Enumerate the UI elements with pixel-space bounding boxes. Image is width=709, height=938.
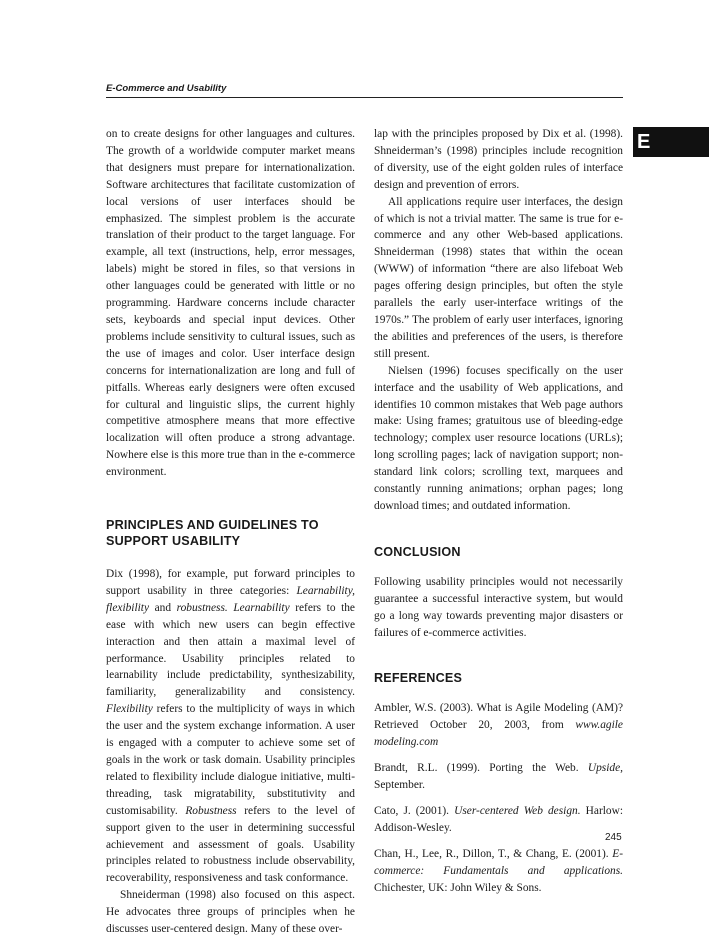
reference-italic: Upside,: [587, 762, 623, 775]
reference-item: [374, 760, 623, 794]
p2-learnability: Learnability: [233, 601, 290, 614]
left-column: [106, 126, 355, 938]
left-paragraph-3: Shneiderman (1998) also focused on this aspect. He advocates three groups of principles when he discusses user-centered design. Many of these over-: [106, 889, 355, 936]
p2-text-d: refers to the level of support given to the user in determining successful achievement and assessment of goals. Usability principles related to robustness include observability, recoverability, responsiveness and task conformance.: [106, 804, 356, 885]
p2-robustness: robustness.: [176, 601, 228, 614]
conclusion-text: Following usability principles would not necessarily guarantee a successful interactive system, but would go a long way towards preventing major disasters or failures of e-commerce activities.: [374, 575, 623, 639]
p2-robustness-2: Robustness: [185, 804, 237, 817]
reference-after: September.: [374, 779, 425, 792]
p2-text-c: refers to the multiplicity of ways in which the user and the system exchange information. A user is engaged with a computer to achieve some set of goals in the work or task domain. Usability principles related to flexibility include dialogue initiative, multi-threading, task migratability, substitutivity and customisability.: [106, 703, 355, 817]
right-column: [374, 126, 623, 906]
reference-text: Brandt, R.L. (1999). Porting the Web.: [374, 762, 588, 775]
p2-flexibility: Flexibility: [106, 703, 153, 716]
p2-text-a: Dix (1998), for example, put forward principles to support usability in three categories:: [106, 568, 355, 597]
section-tab: E: [633, 127, 709, 157]
reference-text: Ambler, W.S. (2003). What is Agile Modeling (AM)? Retrieved October 20, 2003, from: [374, 702, 623, 732]
p2-learnability-flexibility: Learnability, flexibility: [106, 584, 355, 614]
references-list: [374, 700, 623, 896]
reference-text: Chan, H., Lee, R., Dillon, T., & Chang, E. (2001).: [374, 847, 613, 860]
reference-item: [374, 846, 623, 897]
conclusion-heading: CONCLUSION: [374, 544, 461, 559]
section-heading: [106, 517, 355, 549]
reference-item: [374, 803, 623, 837]
page-number: 245: [605, 832, 622, 843]
reference-italic: www.agile modeling.com: [374, 719, 623, 749]
reference-item: [374, 700, 623, 751]
running-head: E-Commerce and Usability: [106, 83, 227, 94]
section-heading-line-1: PRINCIPLES AND GUIDELINES TO: [106, 518, 319, 533]
reference-italic: User-centered Web design.: [454, 805, 581, 817]
left-paragraph-2: [106, 566, 355, 887]
section-heading-line-2: SUPPORT USABILITY: [106, 534, 241, 549]
references-heading: REFERENCES: [374, 671, 463, 686]
reference-italic: E-commerce: Fundamentals and applications.: [374, 847, 623, 877]
header-rule: [106, 97, 623, 98]
p2-text-b: refers to the ease with which new users can begin effective interaction and then attain a maximal level of performance. Usability principles related to learnability include predictability, synthesizability, familiarity, generalizability and consistency.: [106, 601, 355, 699]
left-paragraph-1: on to create designs for other languages and cultures. The growth of a worldwide computer market means that designers must prepare for internationalization. Software architectures that facilitate customization of local versions of user interfaces should be emphasized. The simplest problem is the accurate translation of their product to the target language. For example, all text (instructions, help, error messages, labels) might be stored in files, so that versions in other languages could be generated with little or no programming. Hardware concerns include character sets, keyboards and special input devices. Other problems include sensitivity to cultural issues, such as the use of images and color. User interface design concerns for internationalization are long and full of pitfalls. Whereas early designers were often excused for cultural and linguistic slips, the current highly competitive atmosphere means that more effective localization will often produce a strong advantage. Nowhere else is this more true than in the e-commerce environment.: [106, 128, 355, 479]
p2-and: and: [149, 601, 177, 614]
right-paragraph-2: All applications require user interfaces, the design of which is not a trivial matter. The same is true for e-commerce and any other Web-based applications. Shneiderman (1998) states that within the ocean (WWW) of information “there are also lifeboat Web pages offering design principles, but often the style parallels the early user-interface writings of the 1970s.” The problem of early user interfaces, ignoring the abilities and preferences of the users, is therefore still present.: [374, 195, 623, 360]
reference-after: Harlow: Addison-Wesley.: [374, 805, 623, 834]
reference-after: Chichester, UK: John Wiley & Sons.: [374, 881, 542, 894]
reference-text: Cato, J. (2001).: [374, 805, 455, 817]
right-paragraph-3: Nielsen (1996) focuses specifically on the user interface and the usability of Web applications, and identifies 10 common mistakes that Web page authors make: Using frames; gratuitous use of bleeding-edge technology; complex user resource locations (URLs); long scrolling pages; lack of navigation support; non-standard link colors; scrolling text, marquees and constantly running animations; orphan pages; long download times; and outdated information.: [374, 364, 623, 512]
right-paragraph-1: lap with the principles proposed by Dix et al. (1998). Shneiderman’s (1998) principles include recognition of diversity, use of the eight golden rules of interface design and prevention of errors.: [374, 128, 623, 191]
